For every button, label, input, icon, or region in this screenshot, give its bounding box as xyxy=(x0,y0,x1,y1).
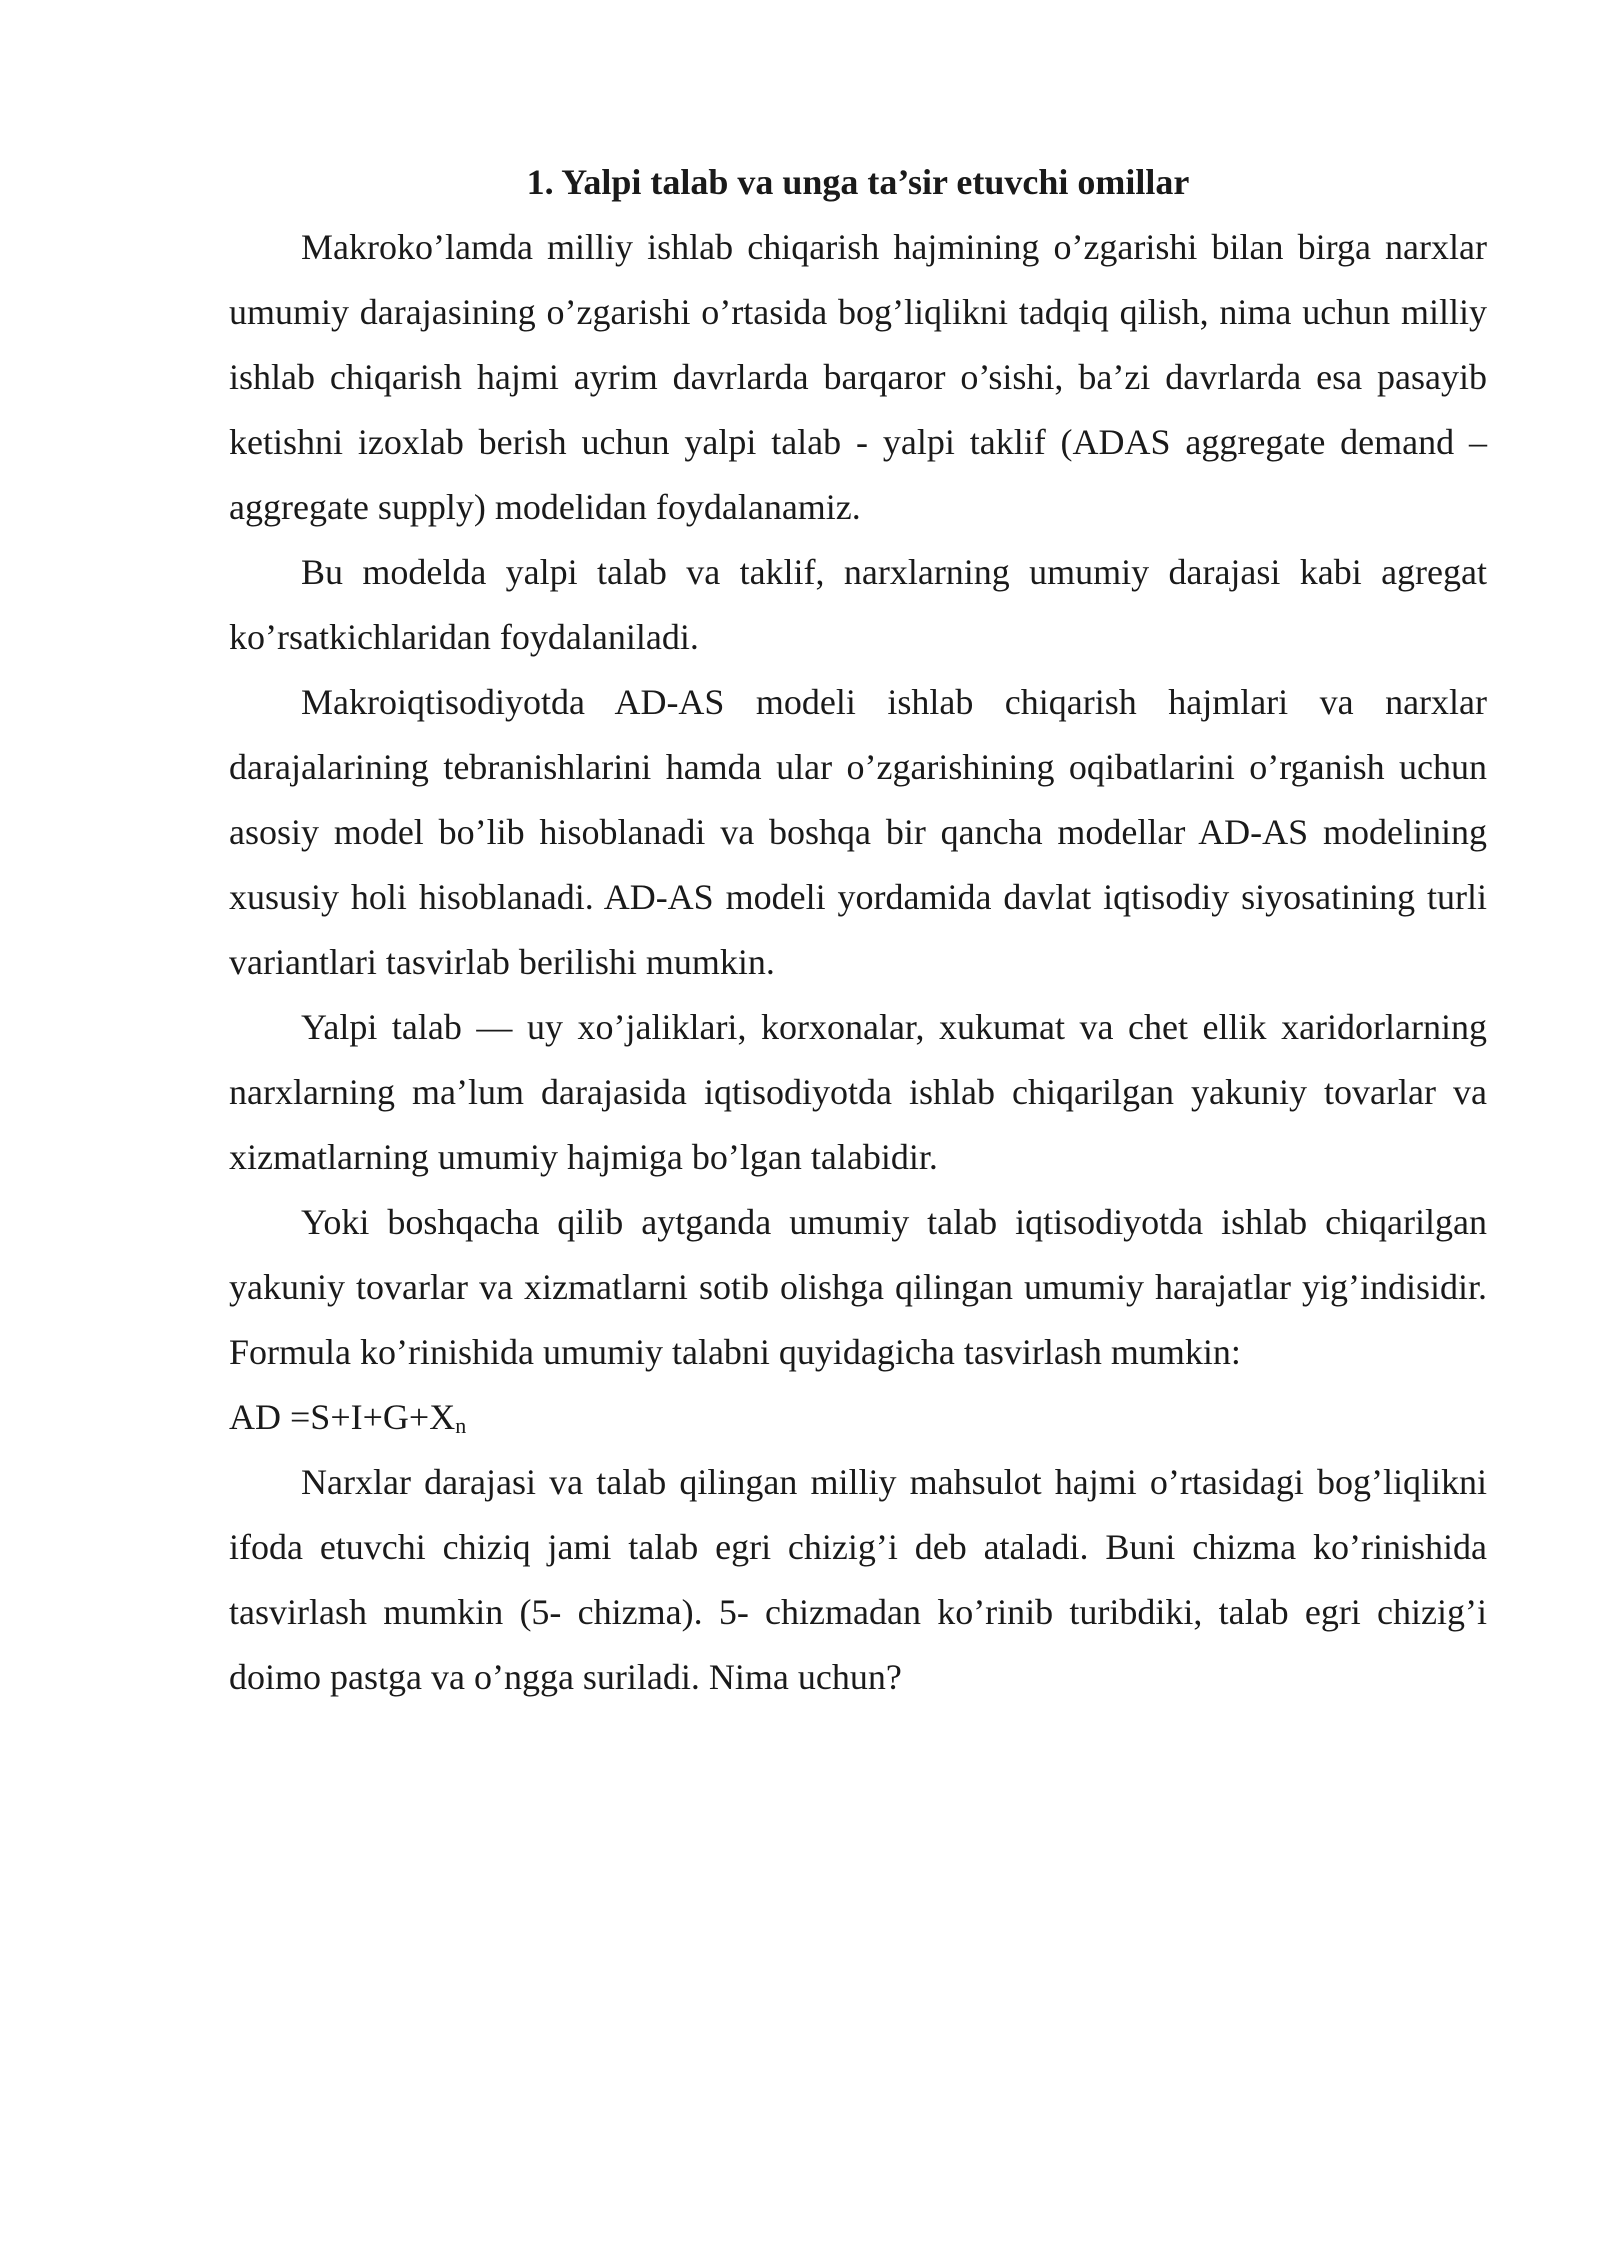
paragraph-adas-model: Makroiqtisodiyotda AD-AS modeli ishlab chiqarish hajmlari va narxlar darajalarining tebranishlarini hamda ular o’zgarishining oqibatlarini o’rganish uchun asosiy model bo’lib hisoblanadi va boshqa bir qancha modellar AD-AS modelining xususiy holi hisoblanadi. AD-AS modeli yordamida davlat iqtisodiy siyosatining turli variantlari tasvirlab berilishi mumkin. xyxy=(229,682,1487,982)
paragraph-demand-curve: Narxlar darajasi va talab qilingan milliy mahsulot hajmi o’rtasidagi bog’liqlikni ifoda etuvchi chiziq jami talab egri chizig’i deb ataladi. Buni chizma ko’rinishida tasvirlash mumkin (5- chizma). 5- chizmadan ko’rinib turibdiki, talab egri chizig’i doimo pastga va o’ngga suriladi. Nima uchun? xyxy=(229,1462,1487,1697)
paragraph-model-indicators: Bu modelda yalpi talab va taklif, narxlarning umumiy darajasi kabi agregat ko’rsatkichlaridan foydalaniladi. xyxy=(229,552,1487,657)
formula-aggregate-demand xyxy=(229,1385,1487,1450)
paragraph-aggregate-demand-sum: Yoki boshqacha qilib aytganda umumiy talab iqtisodiyotda ishlab chiqarilgan yakuniy tovarlar va xizmatlarni sotib olishga qilingan umumiy harajatlar yig’indisidir. Formula ko’rinishida umumiy talabni quyidagicha tasvirlash mumkin: xyxy=(229,1202,1487,1372)
paragraph-adas-intro: Makroko’lamda milliy ishlab chiqarish hajmining o’zgarishi bilan birga narxlar umumiy darajasining o’zgarishi o’rtasida bog’liqlikni tadqiq qilish, nima uchun milliy ishlab chiqarish hajmi ayrim davrlarda barqaror o’sishi, ba’zi davrlarda esa pasayib ketishni izoxlab berish uchun yalpi talab - yalpi taklif (ADAS aggregate demand – aggregate supply) modelidan foydalanamiz. xyxy=(229,227,1487,527)
formula-subscript: n xyxy=(455,1413,467,1438)
formula-main: AD =S+I+G+X xyxy=(229,1397,456,1437)
document-body xyxy=(229,150,1487,1710)
section-title: 1. Yalpi talab va unga ta’sir etuvchi omillar xyxy=(526,162,1190,202)
paragraph-aggregate-demand-definition: Yalpi talab — uy xo’jaliklari, korxonalar, xukumat va chet ellik xaridorlarning narxlarning ma’lum darajasida iqtisodiyotda ishlab chiqarilgan yakuniy tovarlar va xizmatlarning umumiy hajmiga bo’lgan talabidir. xyxy=(229,1007,1487,1177)
